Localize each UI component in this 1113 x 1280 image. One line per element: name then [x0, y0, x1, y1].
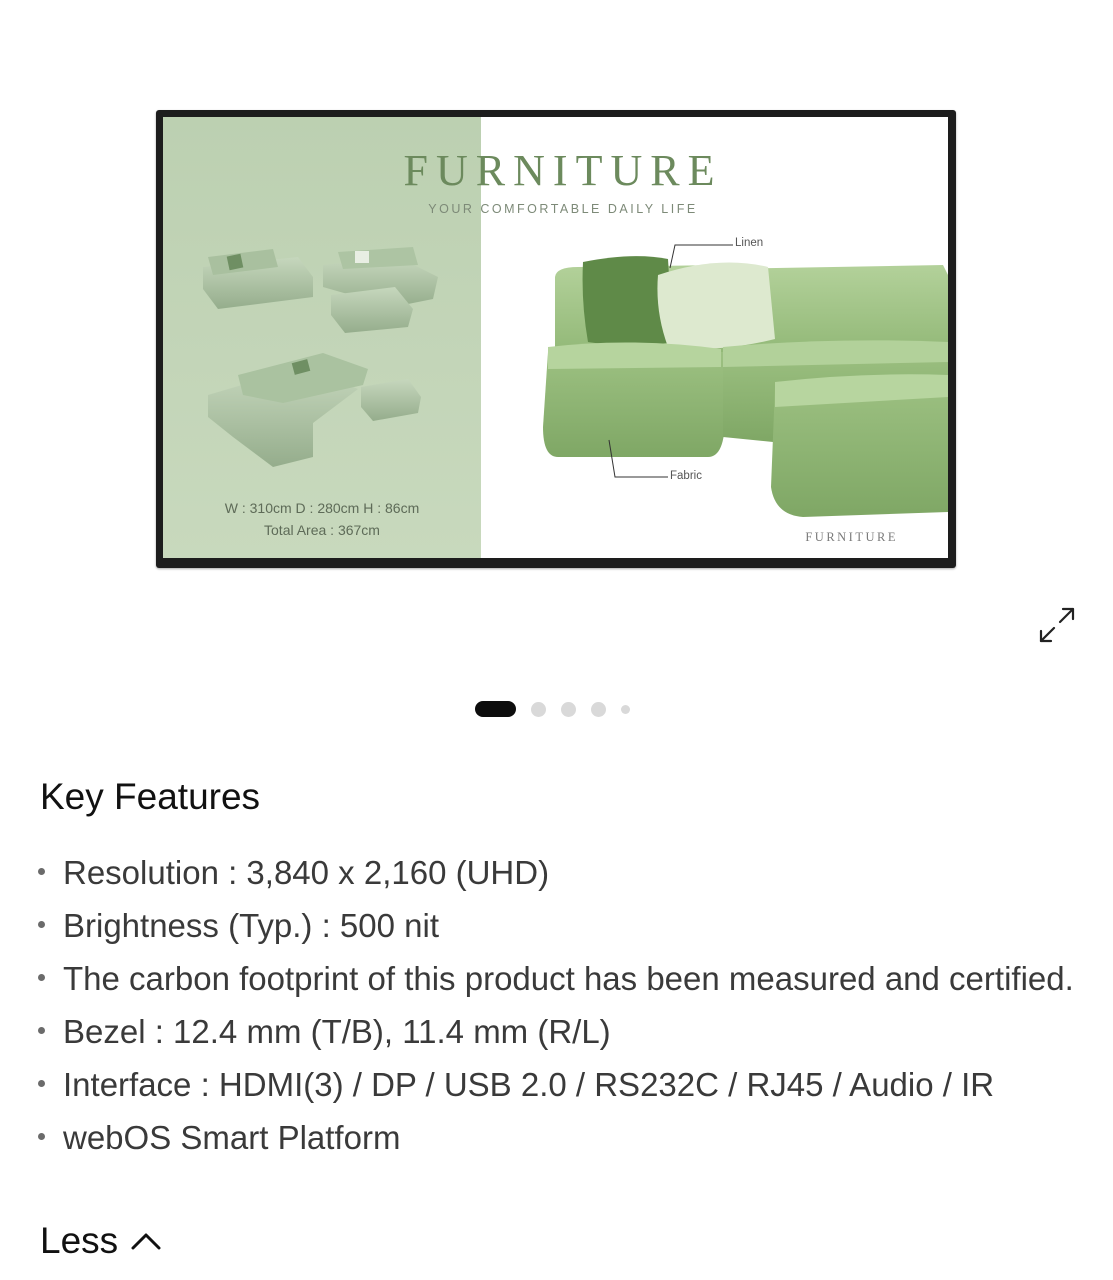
big-sofa [543, 256, 948, 517]
product-image[interactable] [156, 110, 956, 568]
bullet-icon [38, 974, 45, 981]
key-features-list [35, 852, 1095, 1170]
screen-subtitle: YOUR COMFORTABLE DAILY LIFE [428, 202, 698, 216]
monitor-screen [163, 117, 948, 558]
carousel-dot-4[interactable] [591, 702, 606, 717]
bullet-icon [38, 1027, 45, 1034]
carousel-pagination [475, 701, 630, 717]
feature-text: Brightness (Typ.) : 500 nit [63, 907, 440, 944]
feature-text: Bezel : 12.4 mm (T/B), 11.4 mm (R/L) [63, 1013, 611, 1050]
carousel-dot-5[interactable] [621, 705, 630, 714]
less-toggle-button[interactable] [40, 1220, 162, 1262]
feature-text: Resolution : 3,840 x 2,160 (UHD) [63, 854, 550, 891]
feature-text: The carbon footprint of this product has been measured and certified. [63, 960, 1074, 997]
feature-text: Interface : HDMI(3) / DP / USB 2.0 / RS232C / RJ45 / Audio / IR [63, 1066, 995, 1103]
feature-text: webOS Smart Platform [63, 1119, 401, 1156]
dimensions-text [163, 497, 481, 541]
dimensions-line-2: Total Area : 367cm [264, 522, 380, 538]
screen-title: FURNITURE [403, 146, 723, 195]
feature-item [35, 905, 1095, 946]
carousel-dot-1[interactable] [475, 701, 516, 717]
expand-button[interactable] [1038, 606, 1076, 644]
feature-item [35, 1011, 1095, 1052]
screen-heading [363, 145, 763, 216]
feature-item [35, 1064, 1095, 1105]
bullet-icon [38, 1133, 45, 1140]
key-features-heading: Key Features [40, 776, 261, 817]
feature-item [35, 852, 1095, 893]
dimensions-line-1: W : 310cm D : 280cm H : 86cm [224, 500, 420, 516]
screen-footer-brand: FURNITURE [805, 530, 898, 544]
chevron-up-icon [130, 1230, 162, 1252]
less-label: Less [40, 1220, 119, 1261]
mini-sofa-3 [208, 353, 421, 467]
callout-fabric: Fabric [670, 470, 702, 482]
carousel-dot-2[interactable] [531, 702, 546, 717]
expand-arrows-icon [1038, 606, 1076, 644]
mini-sofa-2 [323, 247, 438, 333]
mini-sofa-1 [203, 249, 313, 309]
bullet-icon [38, 921, 45, 928]
feature-item [35, 1117, 1095, 1158]
callout-linen: Linen [735, 237, 764, 249]
bullet-icon [38, 868, 45, 875]
feature-item [35, 958, 1095, 999]
bullet-icon [38, 1080, 45, 1087]
carousel-dot-3[interactable] [561, 702, 576, 717]
